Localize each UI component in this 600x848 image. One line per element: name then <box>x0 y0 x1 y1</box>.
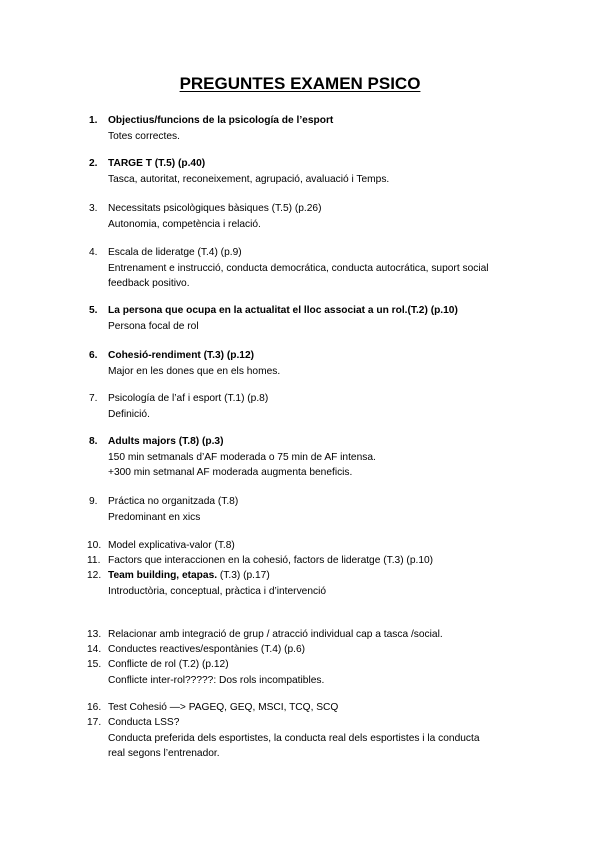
question-answer: Totes correctes. <box>108 130 180 142</box>
question-answer: Conducta preferida dels esportistes, la conducta real dels esportistes i la conducta <box>108 732 480 744</box>
question-number: 4. <box>89 247 98 258</box>
question-heading: Psicología de l’af i esport (T.1) (p.8) <box>108 393 269 404</box>
question-number: 8. <box>89 436 98 447</box>
question-answer: Autonomia, competència i relació. <box>108 218 261 230</box>
question-heading: Conductes reactives/espontànies (T.4) (p.6) <box>108 644 306 655</box>
question-number: 10. <box>87 540 102 551</box>
question-number: 12. <box>87 570 102 581</box>
question-answer: Introductòria, conceptual, pràctica i d’intervenció <box>108 585 327 597</box>
question-answer: Conflicte inter-rol?????: Dos rols incompatibles. <box>108 674 325 686</box>
question-answer: Persona focal de rol <box>108 320 199 332</box>
question-heading: TARGE T (T.5) (p.40) <box>108 158 206 169</box>
question-heading: Factors que interaccionen en la cohesió, factors de lideratge (T.3) (p.10) <box>108 555 434 566</box>
question-heading: Necessitats psicològiques bàsiques (T.5) (p.26) <box>108 203 322 214</box>
question-heading: Test Cohesió —> PAGEQ, GEQ, MSCI, TCQ, SCQ <box>108 702 339 713</box>
question-number: 3. <box>89 203 98 214</box>
question-answer: Major en les dones que en els homes. <box>108 365 281 377</box>
question-heading-ref: (T.3) (p.17) <box>217 570 270 581</box>
question-heading <box>108 568 548 584</box>
question-number: 15. <box>87 659 102 670</box>
question-number: 11. <box>87 555 101 566</box>
question-heading-bold: Team building, etapas. <box>108 570 218 581</box>
question-number: 1. <box>89 115 98 126</box>
question-answer: real segons l’entrenador. <box>108 748 220 759</box>
question-heading: Adults majors (T.8) (p.3) <box>108 436 224 447</box>
question-number: 16. <box>87 702 102 713</box>
question-heading: Escala de lideratge (T.4) (p.9) <box>108 247 242 258</box>
question-answer: Definició. <box>108 408 150 420</box>
question-number: 5. <box>89 305 98 316</box>
question-heading: Práctica no organitzada (T.8) <box>108 496 239 507</box>
question-answer: +300 min setmanal AF moderada augmenta beneficis. <box>108 467 353 478</box>
question-number: 14. <box>87 644 102 655</box>
question-heading: Cohesió-rendiment (T.3) (p.12) <box>108 350 255 361</box>
question-heading: Relacionar amb integració de grup / atracció individual cap a tasca /social. <box>108 629 443 640</box>
question-heading: Conducta LSS? <box>108 717 180 728</box>
page-title: PREGUNTES EXAMEN PSICO <box>179 74 421 93</box>
question-heading: Objectius/funcions de la psicología de l’esport <box>108 115 334 126</box>
question-number: 6. <box>89 350 98 361</box>
question-answer: Predominant en xics <box>108 511 201 523</box>
question-answer: 150 min setmanals d’AF moderada o 75 min de AF intensa. <box>108 451 376 463</box>
question-answer: Tasca, autoritat, reconeixement, agrupació, avaluació i Temps. <box>108 173 390 185</box>
question-answer: feedback positivo. <box>108 278 190 289</box>
question-heading: La persona que ocupa en la actualitat el lloc associat a un rol.(T.2) (p.10) <box>108 305 458 316</box>
question-heading: Model explicativa-valor (T.8) <box>108 540 235 551</box>
question-number: 7. <box>89 393 98 404</box>
question-number: 9. <box>89 496 98 507</box>
question-number: 13. <box>87 629 102 640</box>
question-number: 2. <box>89 158 98 169</box>
question-number: 17. <box>87 717 102 728</box>
question-answer: Entrenament e instrucció, conducta democrática, conducta autocrática, suport social <box>108 262 489 274</box>
question-heading: Conflicte de rol (T.2) (p.12) <box>108 659 229 670</box>
